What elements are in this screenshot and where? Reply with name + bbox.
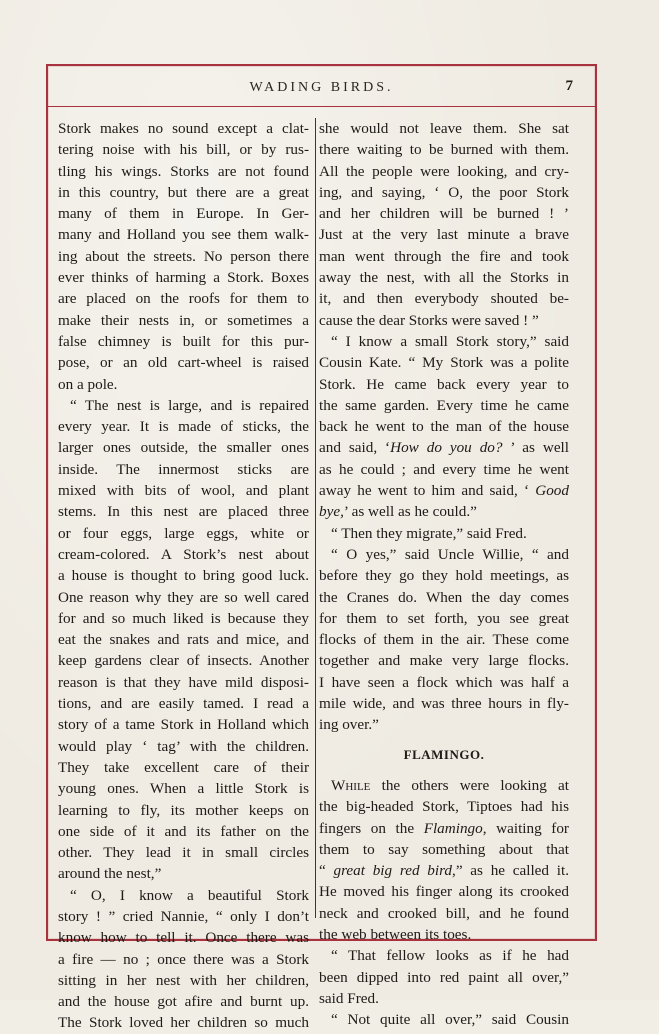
text-run: ’ as well [502,439,569,457]
text-run: and said, ‘ [319,439,391,457]
text-run: Stork. He came back every year to [319,375,569,393]
section-heading: FLAMINGO. [403,746,485,762]
text-line [319,924,569,945]
text-line [58,459,309,480]
text-run: know how to tell it. Once there was [58,929,309,947]
text-line [58,480,309,501]
text-run: the same garden. Every time he came [319,396,569,414]
text-run: story of a tame Stork in Holland which [58,716,309,734]
text-run: I have seen a flock which was half a [319,673,569,691]
text-line [319,544,569,565]
text-line [58,203,309,224]
text-run: inside. The innermost sticks are [58,460,309,478]
text-line [58,949,309,970]
text-run: eat the snakes and rats and mice, and [58,631,309,649]
text-run: said Fred. [319,989,379,1007]
text-line [319,267,569,288]
text-line [58,608,309,629]
text-line [319,246,569,267]
text-line [58,757,309,778]
text-line [58,842,309,863]
text-line [58,650,309,671]
page-number: 7 [565,78,573,94]
text-run: ing about the streets. No person there [58,247,309,265]
text-run: “ O yes,” said Uncle Willie, “ and [331,545,569,563]
text-line [319,860,569,881]
text-line [58,693,309,714]
text-line [58,544,309,565]
text-run: reason is that they have mild disposi- [58,673,309,691]
text-run: ing, and saying, ‘ O, the poor Stork [319,183,569,201]
text-line [58,374,309,395]
text-line [319,796,569,817]
text-run: “ [319,862,334,880]
text-line [58,629,309,650]
small-caps-word: While [331,776,371,794]
text-line [58,437,309,458]
text-line [319,118,569,139]
text-line [319,967,569,988]
text-run: “ The nest is large, and is repaired [70,396,309,414]
text-run: pose, or an old cart-wheel is raised [58,354,309,372]
text-line [58,800,309,821]
text-line [319,139,569,160]
text-run: many and Holland you see them walk- [58,226,309,244]
text-run: away the nest, with all the Storks in [319,269,569,287]
text-line [319,395,569,416]
text-run: away he went to him and said, ‘ [319,482,536,500]
text-line [319,459,569,480]
text-line [58,927,309,948]
text-run: Stork makes no sound except a clat- [58,120,309,137]
text-run: and her children will be burned ! ’ [319,205,569,223]
text-line [58,587,309,608]
text-run: They take excellent care of their [58,758,309,776]
text-run: would play ‘ tag’ with the children. [58,737,309,755]
running-title: WADING BIRDS. [249,80,394,95]
text-run: All the people were looking, and cry- [319,162,569,180]
text-run: are placed on the roofs for them to [58,290,309,308]
text-run: them to say something about that [319,840,569,858]
text-run: make their nests in, or sometimes a [58,311,309,329]
text-run: “ That fellow looks as if he had [331,947,569,965]
text-run: there waiting to be burned with them. [319,141,569,159]
text-line [319,288,569,309]
text-line [58,821,309,842]
text-line [319,374,569,395]
text-run: fingers on the [319,819,424,837]
text-line [58,991,309,1012]
text-run: story ! ” cried Nannie, “ only I don’t [58,907,309,925]
text-line [319,437,569,458]
text-line [319,352,569,373]
text-run: stems. In this nest are placed three [58,503,309,521]
italic-text: How do you do? [390,439,503,457]
text-run: cause the dear Storks were saved ! ” [319,311,539,329]
text-run: ’ as well as he could.” [343,503,477,521]
text-run: a fire — no ; once there was a Stork [58,950,309,968]
text-run: sitting in her nest with her children, [58,971,309,989]
italic-text: Good [535,482,569,500]
text-run: on a pole. [58,375,118,393]
text-line [319,903,569,924]
text-run: learning to fly, its mother keeps on [58,801,309,819]
text-line [319,714,569,735]
text-line [58,885,309,906]
text-run: The Stork loved her children so much [58,1014,309,1032]
text-line [319,224,569,245]
text-run: together and make very large flocks. [319,652,569,670]
text-line [319,945,569,966]
text-line [319,480,569,501]
text-line [319,988,569,1009]
text-run: one side of it and its father on the [58,822,309,840]
text-line [319,672,569,693]
text-run: been dipped into red paint all over,” [319,968,569,986]
text-run: the web between its toes. [319,925,472,943]
text-line [319,416,569,437]
text-run: many of them in Europe. In Ger- [58,205,309,223]
text-run: a house is thought to bring good luck. [58,567,309,585]
text-run: flocks of them in the air. These come [319,631,569,649]
text-line [58,246,309,267]
text-line [58,523,309,544]
text-line [58,863,309,884]
text-line [58,352,309,373]
text-line [319,182,569,203]
text-run: tions, and are easily tamed. I read a [58,695,309,713]
text-line [319,587,569,608]
text-run: Just at the very last minute a brave [319,226,569,244]
text-run: larger ones outside, the smaller ones [58,439,309,457]
text-run: “ Then they migrate,” said Fred. [331,524,527,542]
text-line [58,288,309,309]
text-line [319,608,569,629]
text-run: One reason why they are so well cared [58,588,309,606]
text-run: around the nest,” [58,865,162,883]
text-line [58,672,309,693]
text-line [58,501,309,522]
text-run: every year. It is made of sticks, the [58,418,309,436]
text-line [58,714,309,735]
text-run: “ O, I know a beautiful Stork [70,886,309,904]
text-run: in this country, but there are a great [58,183,309,201]
text-line [58,267,309,288]
text-line [58,778,309,799]
text-line [58,736,309,757]
text-line [58,395,309,416]
text-run: man went through the fire and took [319,247,569,265]
text-run: , waiting for [482,819,569,837]
text-run: young ones. When a little Stork is [58,780,309,798]
text-run: ,” as he called it. [452,862,569,880]
text-run: false chimney is built for this pur- [58,332,309,350]
text-run: the others were looking at [370,776,569,794]
text-line [319,818,569,839]
text-line [319,310,569,331]
text-run: it, and then everybody shouted be- [319,290,569,308]
text-run: cream-colored. A Stork’s nest about [58,545,309,563]
text-run: Cousin Kate. “ My Stork was a polite [319,354,569,372]
text-line [58,139,309,160]
text-run: the big-headed Stork, Tiptoes had his [319,798,569,816]
text-line [319,501,569,522]
text-line [58,224,309,245]
running-header [48,70,595,107]
text-run: “ Not quite all over,” said Cousin [331,1011,569,1029]
text-line [58,310,309,331]
text-run: or four eggs, large eggs, white or [58,524,309,542]
left-column [58,118,309,1034]
text-line [58,906,309,927]
text-run: before they go they hold meetings, as [319,567,569,585]
text-run: tling his wings. Storks are not found [58,162,309,180]
text-run: for and so much liked is because they [58,609,309,627]
text-line [58,182,309,203]
text-line [319,1009,569,1030]
text-run: mile wide, and was three hours in fly- [319,695,569,713]
text-line [58,1012,309,1033]
italic-text: bye, [319,503,344,521]
text-run: for them to set forth, you see great [319,609,569,627]
text-run: tering noise with his bill, or by rus- [58,141,309,159]
text-line [58,565,309,586]
text-line [319,565,569,586]
text-run: she would not leave them. She sat [319,120,569,137]
text-line [58,416,309,437]
text-run: and the house got afire and burnt up. [58,993,309,1011]
text-line [319,839,569,860]
text-line [58,331,309,352]
column-divider [315,118,316,918]
text-line [319,161,569,182]
text-run: neck and crooked bill, and he found [319,904,569,922]
text-run: the Cranes do. When the day comes [319,588,569,606]
italic-text: Flamingo [423,819,483,837]
text-line [319,203,569,224]
text-line [319,331,569,352]
text-run: other. They lead it in small circles [58,844,309,862]
text-line [58,161,309,182]
text-run: He moved his finger along its crooked [319,883,569,901]
text-line [58,970,309,991]
text-run: mixed with bits of wool, and plant [58,482,309,500]
text-run: as he could ; and every time he went [319,460,569,478]
text-run: ever thinks of harming a Stork. Boxes [58,269,309,287]
text-line [319,881,569,902]
text-run: ing over.” [319,716,379,734]
text-line [319,693,569,714]
text-run: keep gardens clear of insects. Another [58,652,309,670]
text-line [319,523,569,544]
text-line [319,629,569,650]
text-line [319,650,569,671]
text-line [319,775,569,796]
italic-text: great big red bird [333,862,453,880]
text-run: back he went to the man of the house [319,418,569,436]
right-column [319,118,569,1030]
text-run: “ I know a small Stork story,” said [331,332,569,350]
text-line [58,118,309,139]
